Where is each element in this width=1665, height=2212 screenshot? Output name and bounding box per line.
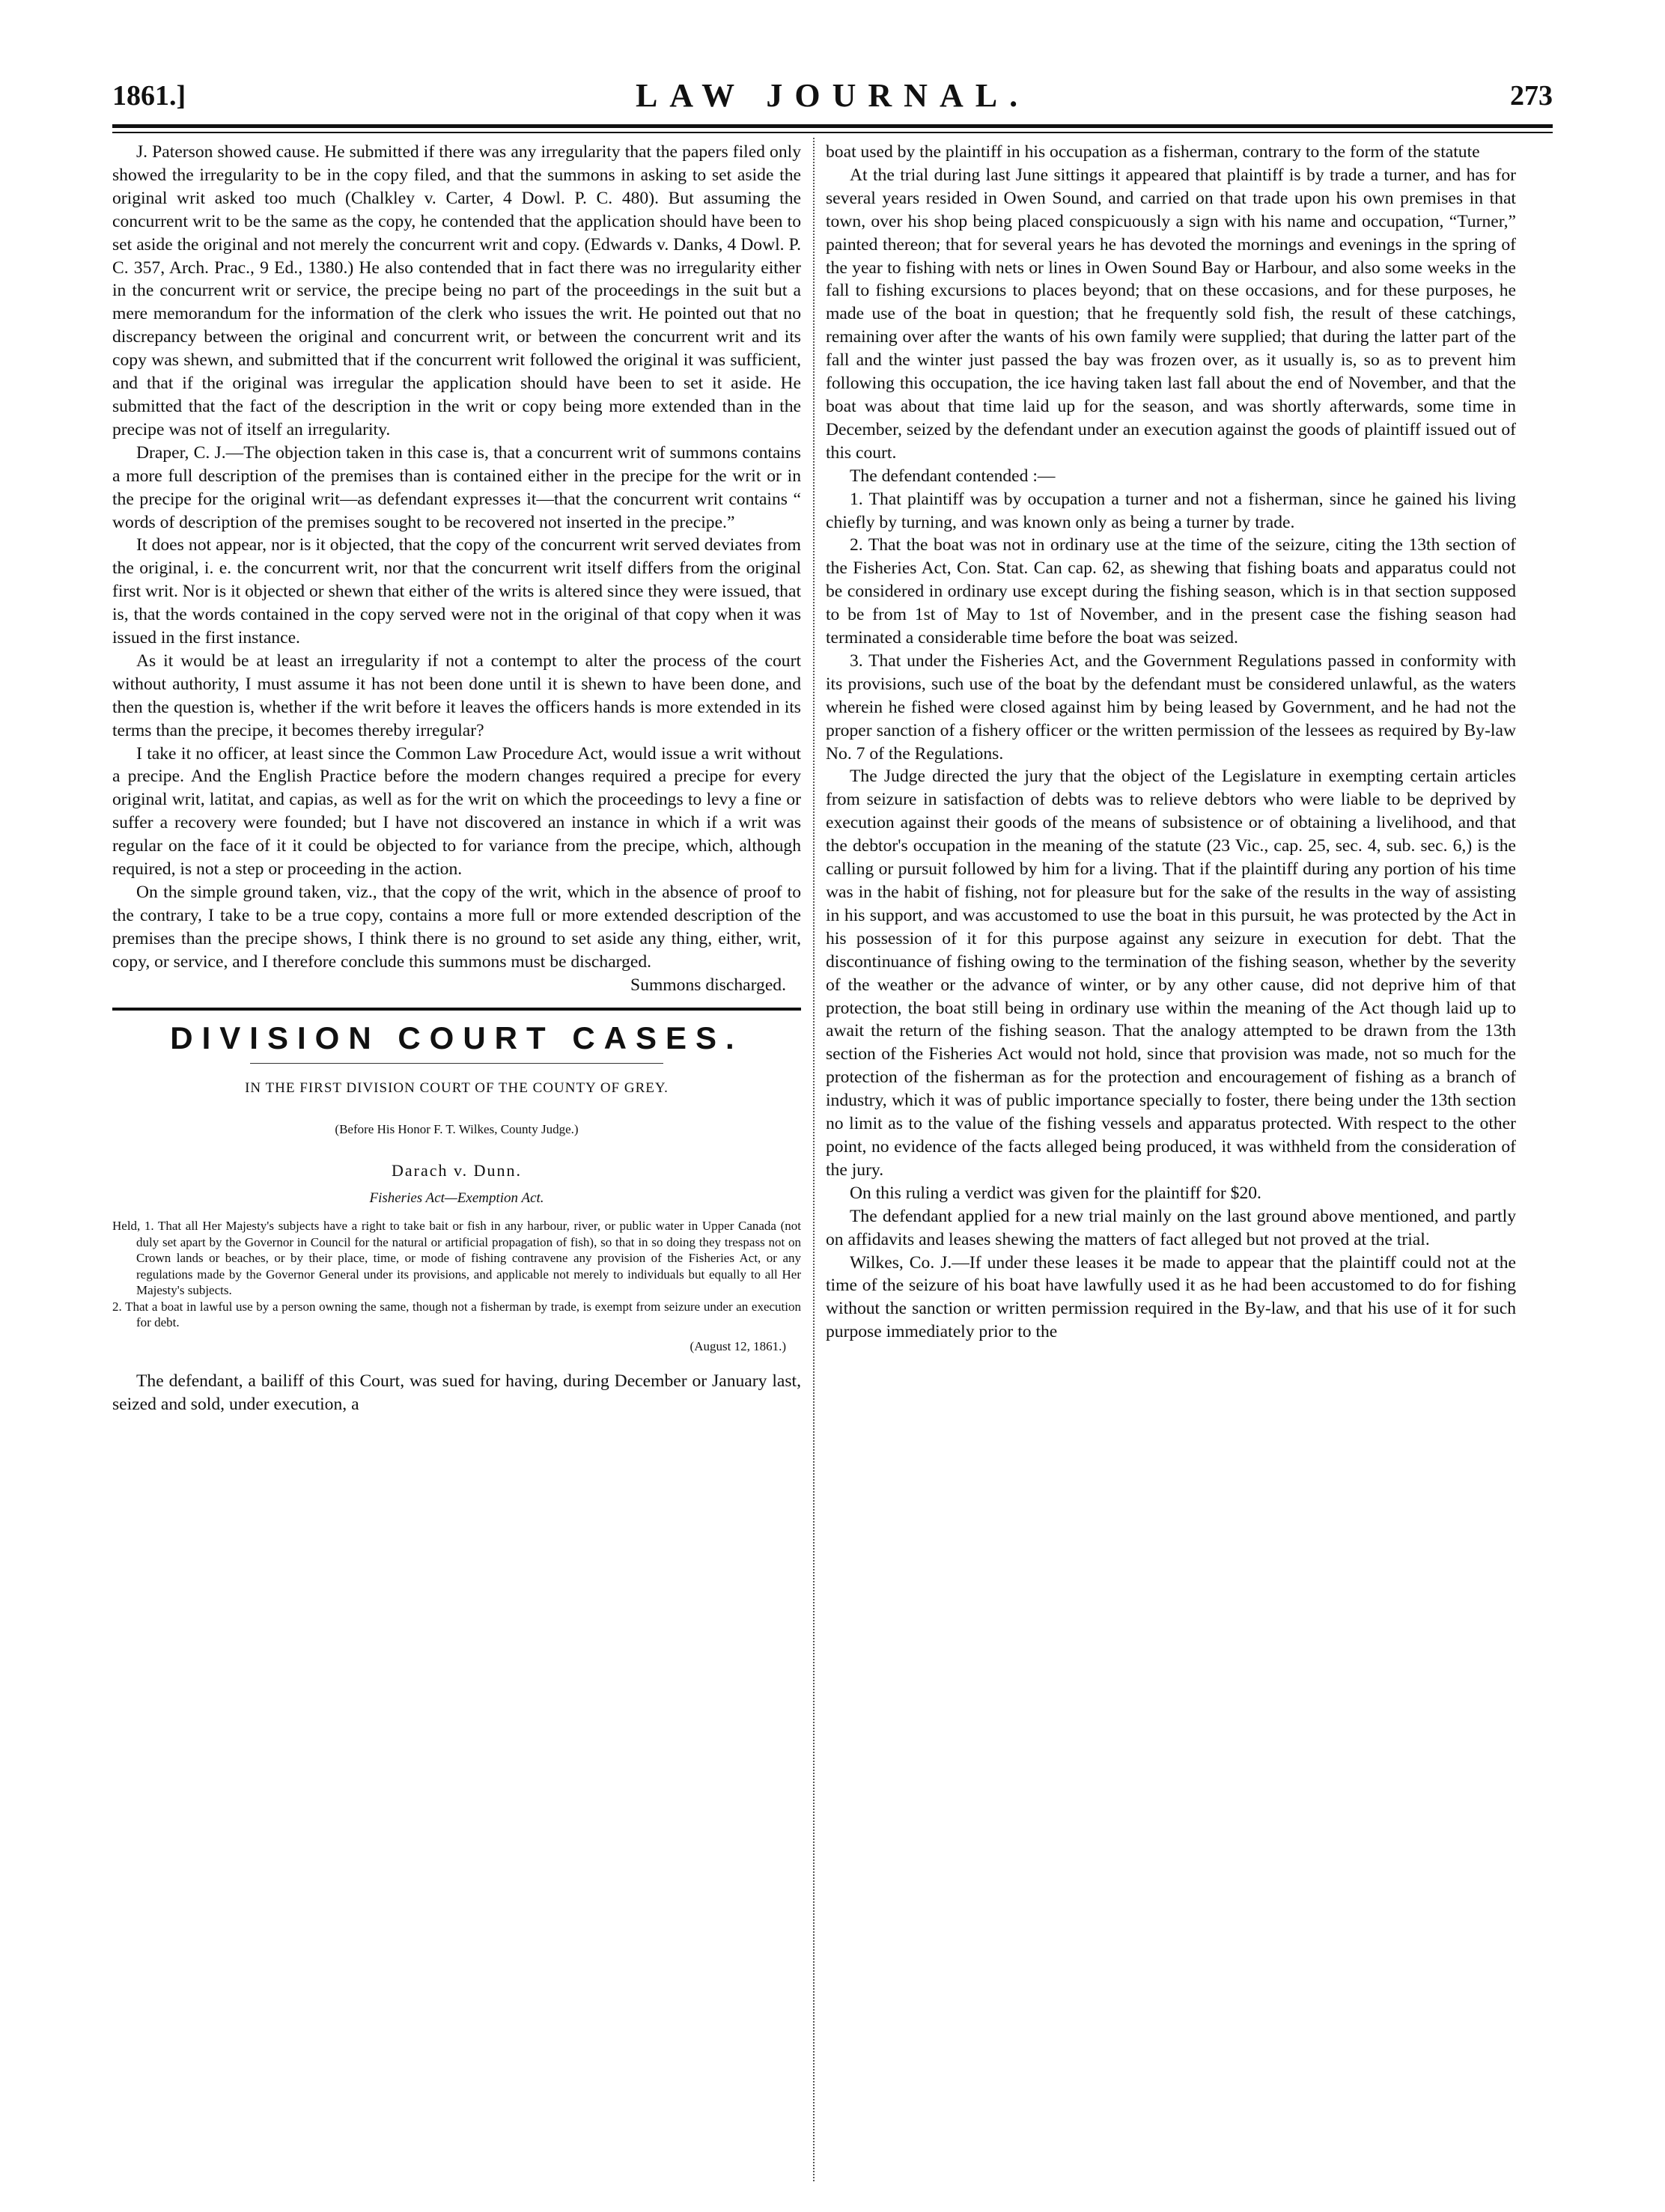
act-line: Fisheries Act—Exemption Act. [369,1190,544,1207]
paragraph: The defendant contended :— [850,466,1056,486]
paragraph: Draper, C. J.—The objection taken in this case is, that a concurrent writ of summons contains a more full description of the premises than is contained either in the precipe for the writ or in the precipe for the original writ—as defendant expresses it—that the concurrent writ contains “ words of description of the premises sought to be recovered not inserted in the precipe.” [112,442,801,532]
left-column [112,141,801,1416]
page-header [112,75,1553,120]
judge-line: (Before His Honor F. T. Wilkes, County Judge.) [335,1122,579,1137]
case-name: Darach v. Dunn. [392,1161,522,1180]
headnotes [112,1218,801,1331]
summons-discharged: Summons discharged. [630,975,786,995]
paragraph: I take it no officer, at least since the Common Law Procedure Act, would issue a writ without a precipe. And the English Practice before the modern changes required a precipe for every original writ, latitat, and capias, as well as for the writ on which the proceedings to levy a fine or suffer a recovery were founded; but I have not discovered an instance in which if a writ was regular on the face of it it could be objected to for variance from the precipe, which, although required, is not a step or proceeding in the action. [112,743,801,880]
paragraph: 1. That plaintiff was by occupation a turner and not a fisherman, since he gained his living chiefly by turning, and was known only as being a turner by trade. [826,489,1516,532]
paragraph: On this ruling a verdict was given for the plaintiff for $20. [850,1183,1261,1203]
column-divider [813,138,815,2181]
page-number: 273 [1510,80,1553,112]
header-title: LAW JOURNAL. [635,77,1030,114]
paragraph: 3. That under the Fisheries Act, and the Government Regulations passed in conformity with its provisions, such use of the boat by the defendant must be considered unlawful, as the waters wherein he fished were closed against him by being leased by Government, and he had not the proper sanction of a fishery officer or the written permission of the lessees as required by By-law No. 7 of the Regulations. [826,651,1516,764]
headnote: 2. That a boat in lawful use by a person owning the same, though not a fisherman by trade, is exempt from seizure under an execution for debt. [112,1299,801,1330]
paragraph: At the trial during last June sittings it appeared that plaintiff is by trade a turner, and has for several years resided in Owen Sound, and carried on that trade upon his own premises in that town, over his shop being placed conspicuously a sign with his name and occupation, “Turner,” painted thereon; that for several years he has devoted the mornings and evenings in the spring of the year to fishing with nets or lines in Owen Sound Bay or Harbour, and also some weeks in the fall to fishing excursions to places beyond; that on these occasions, and for these purposes, he made use of the boat in question; that he frequently sold fish, the result of these catchings, remaining over after the wants of his own family were supplied; that during the latter part of the fall and the winter just passed the bay was frozen over, as it usually is, so as to prevent him following this occupation, the ice having taken last fall about the end of November, and that the boat was about that time laid up for the season, and was shortly afterwards, some time in December, seized by the defendant under an execution against the goods of plaintiff issued out of this court. [826,165,1516,463]
paragraph: boat used by the plaintiff in his occupation as a fisherman, contrary to the form of the statute [826,142,1480,162]
section-title: DIVISION COURT CASES. [170,1020,743,1055]
headnote: Held, 1. That all Her Majesty's subjects have a right to take bait or fish in any harbour, river, or public water in Upper Canada (not duly set apart by the Governor in Council for the natural or artificial propagation of fish), so that in so doing they trespass not on Crown lands or beaches, or by their place, time, or mode of fishing contravene any provision of the Fisheries Act, or any regulations made by the Governor General under its provisions, and applicable not merely to individuals but equally to all Her Majesty's subjects. [112,1219,801,1298]
paragraph: As it would be at least an irregularity if not a contempt to alter the process of the court without authority, I must assume it has not been done until it is shewn to have been done, and then the question is, whether if the writ before it leaves the officers hands is more extended in its terms than the precipe, it becomes thereby irregular? [112,651,801,740]
paragraph: On the simple ground taken, viz., that the copy of the writ, which in the absence of proof to the contrary, I take to be a true copy, contains a more full or more extended description of the premises than the precipe shows, I think there is no ground to set aside any thing, either, writ, copy, or service, and I therefore conclude this summons must be discharged. [112,883,801,972]
case-date: (August 12, 1861.) [690,1338,786,1353]
paragraph: The Judge directed the jury that the object of the Legislature in exempting certain articles from seizure in satisfaction of debts was to relieve debtors who were liable to be deprived by execution against their goods of the means of subsistence or of obtaining a livelihood, and that the debtor's occupation in the meaning of the statute (23 Vic., cap. 25, sec. 4, sub. sec. 6,) is the calling or pursuit followed by him for a living. That if the plaintiff during any portion of his time was in the habit of fishing, not for pleasure but for the sake of the results in the way of assisting in his support, and was accustomed to use the boat in this pursuit, he was protected by the Act in his possession of it for this purpose against any seizure in execution for debt. That the discontinuance of fishing owing to the termination of the fishing season, whether by the severity of the weather or the advance of winter, or by any other cause, did not deprive him of that protection, the boat still being in ordinary use within the meaning of the Act though laid up to await the return of the fishing season. That the analogy attempted to be drawn from the 13th section of the Fisheries Act would not hold, since that provision was made, not so much for the protection of the fisherman as for the protection and encouragement of fishing as a branch of industry, which it was of public importance specially to foster, there being under the 13th section no limit as to the value of the fishing vessels and apparatus protected. With respect to the other point, no evidence of the facts alleged being produced, it was withheld from the consideration of the jury. [826,767,1516,1180]
header-rule-thin [112,132,1553,133]
paragraph: The defendant, a bailiff of this Court, was sued for having, during December or January last, seized and sold, under execution, a [112,1371,801,1415]
section-rule [112,1008,801,1011]
paragraph: Wilkes, Co. J.—If under these leases it be made to appear that the plaintiff could not at the time of the seizure of his boat have lawfully used it as he had been accustomed to do for fishing without the sanction or written permission required in the By-law, and that his use of it for such purpose immediately prior to the [826,1252,1516,1342]
paragraph: J. Paterson showed cause. He submitted if there was any irregularity that the papers filed only showed the irregularity to be in the copy filed, and that the summons in asking to set aside the original writ asked too much (Chalkley v. Carter, 4 Dowl. P. C. 480). But assuming the concurrent writ to be the same as the copy, he contended that the application should have been to set aside the original and not merely the concurrent writ and copy. (Edwards v. Danks, 4 Dowl. P. C. 357, Arch. Prac., 9 Ed., 1380.) He also contended that in fact there was no irregularity either in the concurrent writ or service, the precipe being no part of the proceedings in the suit but a mere memorandum for the information of the clerk who issues the writ. He pointed out that no discrepancy between the original and concurrent writ, or between the concurrent writ and its copy was shewn, and submitted that if the concurrent writ followed the original it was sufficient, and that if the original was irregular the application should have been to set it aside. He submitted that the fact of the description in the writ or copy being more extended than in the precipe was not of itself an irregularity. [112,142,801,439]
section-thin-rule [250,1063,663,1064]
paragraph: The defendant applied for a new trial mainly on the last ground above mentioned, and partly on affidavits and leases shewing the matters of fact alleged but not proved at the trial. [826,1206,1516,1249]
paragraph: It does not appear, nor is it objected, that the copy of the concurrent writ served deviates from the original, i. e. the concurrent writ, nor that the concurrent writ itself differs from the original first writ. Nor is it objected or shewn that either of the writs is altered since they were issued, that is, that the words contained in the copy served were not in the original of that copy when it was issued in the first instance. [112,535,801,648]
court-line: IN THE FIRST DIVISION COURT OF THE COUNTY OF GREY. [245,1080,669,1097]
right-column [826,141,1516,1344]
paragraph: 2. That the boat was not in ordinary use at the time of the seizure, citing the 13th section of the Fisheries Act, Con. Stat. Can cap. 62, as shewing that fishing boats and apparatus could not be considered in ordinary use except during the fishing season, which is in that section supposed to be from 1st of May to 1st of November, and in the present case the fishing season had terminated a considerable time before the boat was seized. [826,535,1516,648]
header-rule-thick [112,124,1553,128]
header-year: 1861.] [112,80,186,112]
